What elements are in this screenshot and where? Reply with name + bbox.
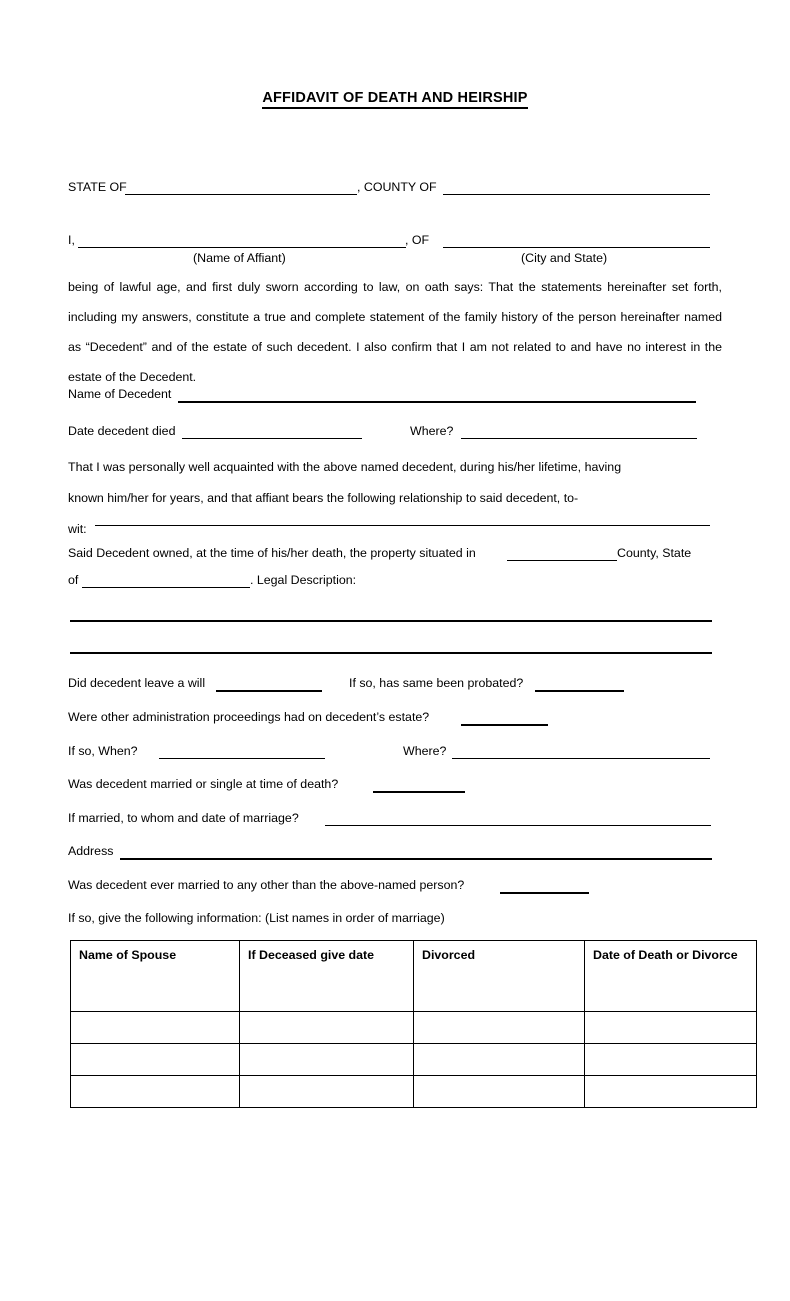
property-situated-suffix: County, State xyxy=(617,546,692,560)
city-and-state-caption: (City and State) xyxy=(521,251,608,265)
acquaintance-paragraph-line3-prefix: wit: xyxy=(68,522,87,536)
acquaintance-paragraph-line1: That I was personally well acquainted with the above named decedent, during his/her lifetime, having xyxy=(68,460,622,474)
table-cell-divorced[interactable] xyxy=(414,1076,585,1108)
table-cell-if-deceased-give-date[interactable] xyxy=(240,1076,414,1108)
table-header-row xyxy=(71,941,757,1012)
ever-married-other-input-rule[interactable] xyxy=(500,892,589,894)
property-state-input-rule[interactable] xyxy=(82,587,250,588)
table-cell-date-of-death-or-divorce[interactable] xyxy=(585,1012,757,1044)
if-so-where-input-rule[interactable] xyxy=(452,758,710,759)
column-header-date-of-death-or-divorce: Date of Death or Divorce xyxy=(585,941,757,1012)
table-cell-name-of-spouse[interactable] xyxy=(71,1012,240,1044)
legal-description-line-2[interactable] xyxy=(70,652,712,654)
table-cell-name-of-spouse[interactable] xyxy=(71,1076,240,1108)
to-whom-date-of-marriage-input-rule[interactable] xyxy=(325,825,711,826)
name-of-decedent-input-rule[interactable] xyxy=(178,401,696,403)
if-so-where-label: Where? xyxy=(403,744,447,758)
table-cell-name-of-spouse[interactable] xyxy=(71,1044,240,1076)
table-row xyxy=(71,1076,757,1108)
date-died-where-label: Where? xyxy=(410,424,454,438)
affiant-name-input-rule[interactable] xyxy=(78,247,406,248)
name-of-decedent-label: Name of Decedent xyxy=(68,387,172,401)
table-cell-date-of-death-or-divorce[interactable] xyxy=(585,1076,757,1108)
page-title-text: AFFIDAVIT OF DEATH AND HEIRSHIP xyxy=(262,90,527,109)
legal-description-label: . Legal Description: xyxy=(250,573,357,587)
other-proceedings-input-rule[interactable] xyxy=(461,724,548,726)
table-cell-if-deceased-give-date[interactable] xyxy=(240,1012,414,1044)
date-decedent-died-label: Date decedent died xyxy=(68,424,176,438)
leave-a-will-input-rule[interactable] xyxy=(216,690,322,692)
if-so-when-label: If so, When? xyxy=(68,744,138,758)
list-names-instruction-label: If so, give the following information: (List names in order of marriage) xyxy=(68,911,445,925)
leave-a-will-label: Did decedent leave a will xyxy=(68,676,206,690)
oath-paragraph: being of lawful age, and first duly sworn according to law, on oath says: That the statements hereinafter set forth, including my answers, constitute a true and complete statement of the family history of the person hereinafter named as “Decedent” and of the estate of such decedent. I also confirm that I am not related to and have no interest in the estate of the Decedent. xyxy=(68,280,722,384)
state-of-label: STATE OF xyxy=(68,180,127,194)
table-cell-divorced[interactable] xyxy=(414,1012,585,1044)
table-row xyxy=(71,1044,757,1076)
table-cell-date-of-death-or-divorce[interactable] xyxy=(585,1044,757,1076)
if-so-when-input-rule[interactable] xyxy=(159,758,325,759)
married-or-single-input-rule[interactable] xyxy=(373,791,465,793)
property-state-of-prefix: of xyxy=(68,573,79,587)
to-whom-date-of-marriage-label: If married, to whom and date of marriage? xyxy=(68,811,299,825)
affiant-i-label: I, xyxy=(68,233,75,247)
name-of-affiant-caption: (Name of Affiant) xyxy=(193,251,286,265)
column-header-if-deceased-give-date: If Deceased give date xyxy=(240,941,414,1012)
acquaintance-paragraph-line2: known him/her for years, and that affiant bears the following relationship to said decedent, to- xyxy=(68,491,579,505)
property-county-input-rule[interactable] xyxy=(507,560,617,561)
property-situated-prefix: Said Decedent owned, at the time of his/her death, the property situated in xyxy=(68,546,476,560)
ever-married-other-label: Was decedent ever married to any other than the above-named person? xyxy=(68,878,465,892)
county-of-label: , COUNTY OF xyxy=(357,180,437,194)
probated-input-rule[interactable] xyxy=(535,690,624,692)
page-title xyxy=(0,90,790,106)
column-header-divorced: Divorced xyxy=(414,941,585,1012)
probated-label: If so, has same been probated? xyxy=(349,676,524,690)
date-decedent-died-input-rule[interactable] xyxy=(182,438,362,439)
table-cell-divorced[interactable] xyxy=(414,1044,585,1076)
table-cell-if-deceased-give-date[interactable] xyxy=(240,1044,414,1076)
affiant-of-label: , OF xyxy=(405,233,430,247)
spouse-table xyxy=(70,940,757,1108)
address-input-rule[interactable] xyxy=(120,858,712,860)
married-or-single-label: Was decedent married or single at time of death? xyxy=(68,777,339,791)
county-of-input-rule[interactable] xyxy=(443,194,710,195)
legal-description-line-1[interactable] xyxy=(70,620,712,622)
state-of-input-rule[interactable] xyxy=(125,194,357,195)
affiant-city-state-input-rule[interactable] xyxy=(443,247,710,248)
date-died-where-input-rule[interactable] xyxy=(461,438,697,439)
address-label: Address xyxy=(68,844,114,858)
other-proceedings-label: Were other administration proceedings had on decedent’s estate? xyxy=(68,710,430,724)
column-header-name-of-spouse: Name of Spouse xyxy=(71,941,240,1012)
table-row xyxy=(71,1012,757,1044)
relationship-to-wit-input-rule[interactable] xyxy=(95,525,710,526)
